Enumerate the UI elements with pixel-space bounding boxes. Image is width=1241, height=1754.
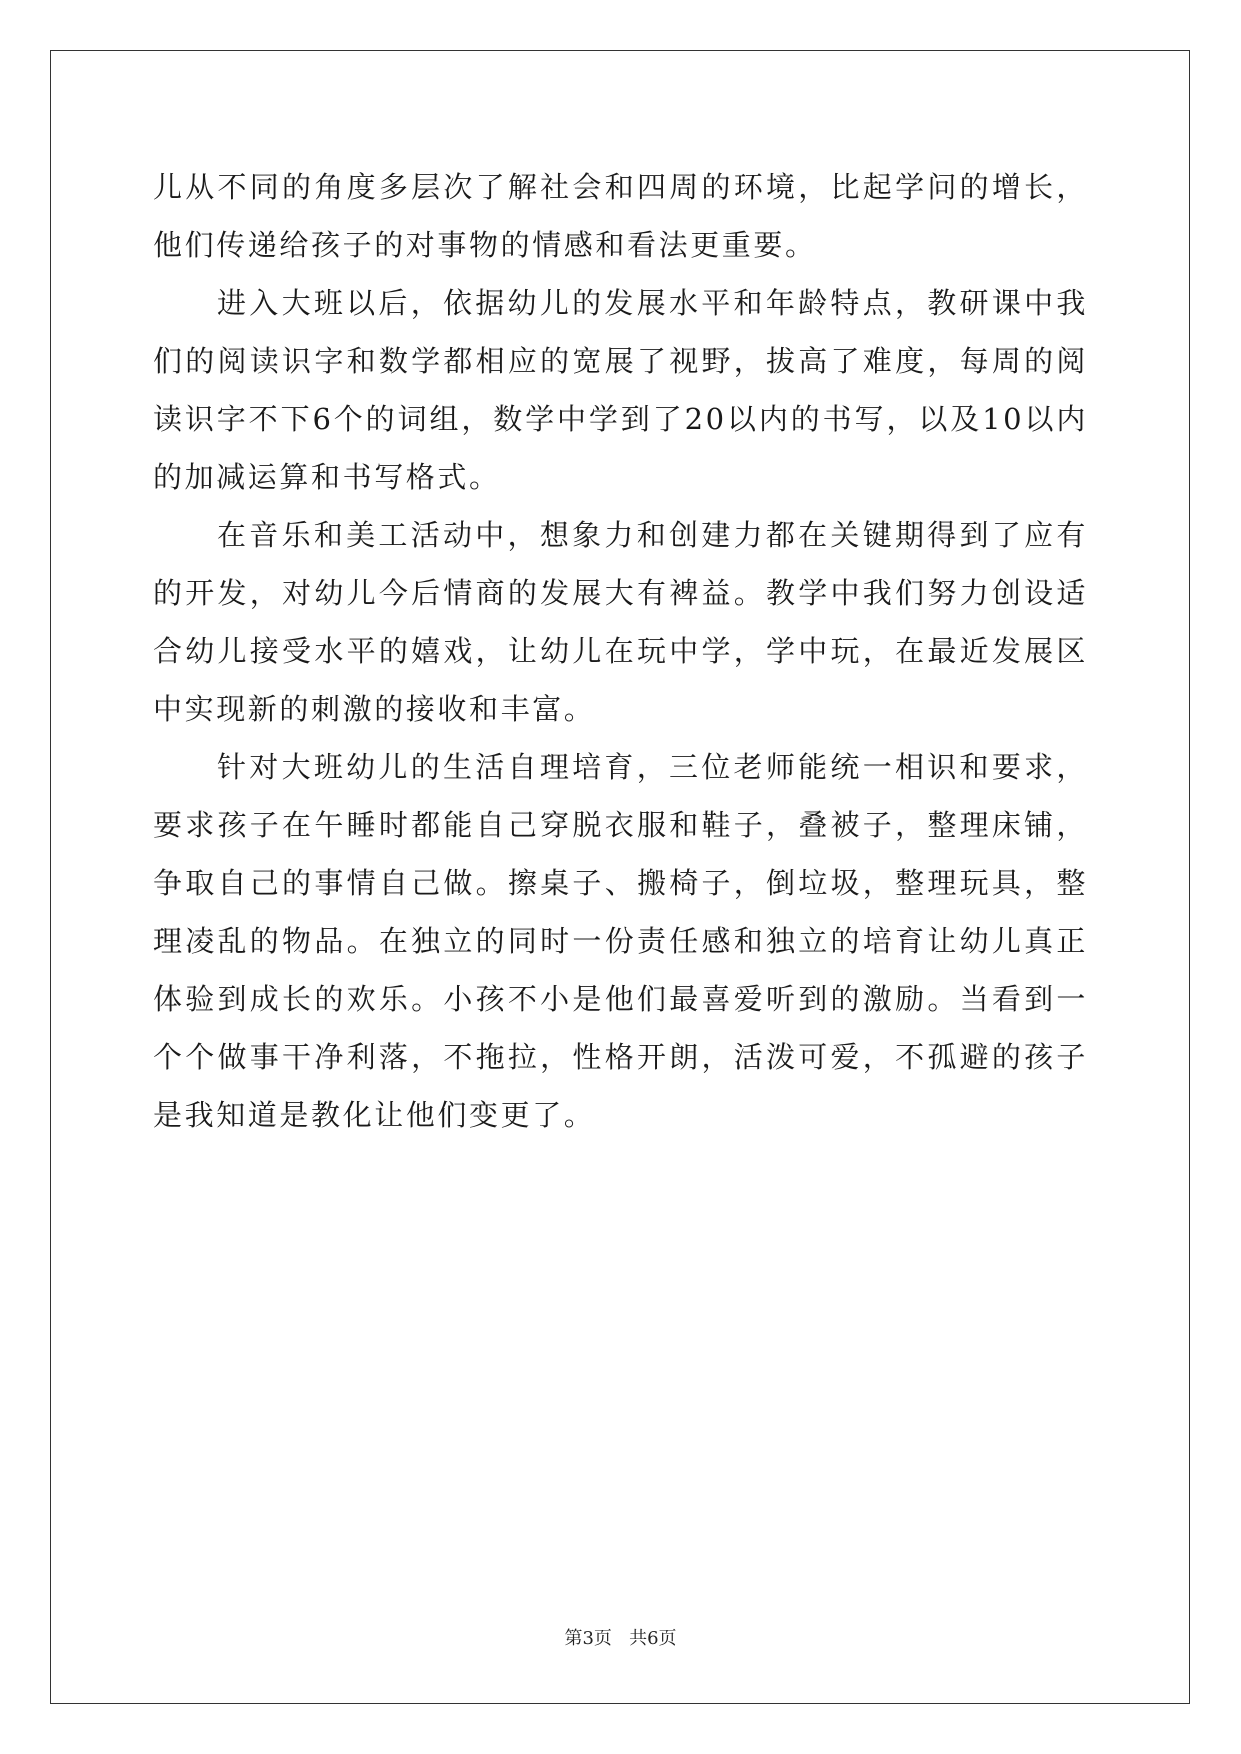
paragraph-1: 儿从不同的角度多层次了解社会和四周的环境，比起学问的增长，他们传递给孩子的对事物的情感和看法更重要。 — [153, 170, 1088, 262]
page-footer — [0, 1624, 1241, 1650]
document-body — [153, 158, 1088, 1144]
paragraph-4: 针对大班幼儿的生活自理培育，三位老师能统一相识和要求，要求孩子在午睡时都能自己穿脱衣服和鞋子，叠被子，整理床铺，争取自己的事情自己做。擦桌子、搬椅子，倒垃圾，整理玩具，整理凌乱的物品。在独立的同时一份责任感和独立的培育让幼儿真正体验到成长的欢乐。小孩不小是他们最喜爱听到的激励。当看到一个个做事干净利落，不拖拉，性格开朗，活泼可爱，不孤避的孩子是我知道是教化让他们变更了。 — [153, 750, 1088, 1132]
page-number: 第3页 — [564, 1628, 612, 1649]
paragraph-2: 进入大班以后，依据幼儿的发展水平和年龄特点，教研课中我们的阅读识字和数学都相应的宽展了视野，拔高了难度，每周的阅读识字不下6个的词组，数学中学到了20以内的书写，以及10以内的加减运算和书写格式。 — [153, 286, 1088, 494]
page-total: 共6页 — [629, 1628, 677, 1649]
paragraph-3: 在音乐和美工活动中，想象力和创建力都在关键期得到了应有的开发，对幼儿今后情商的发展大有裨益。教学中我们努力创设适合幼儿接受水平的嬉戏，让幼儿在玩中学，学中玩，在最近发展区中实现新的刺激的接收和丰富。 — [153, 518, 1088, 726]
